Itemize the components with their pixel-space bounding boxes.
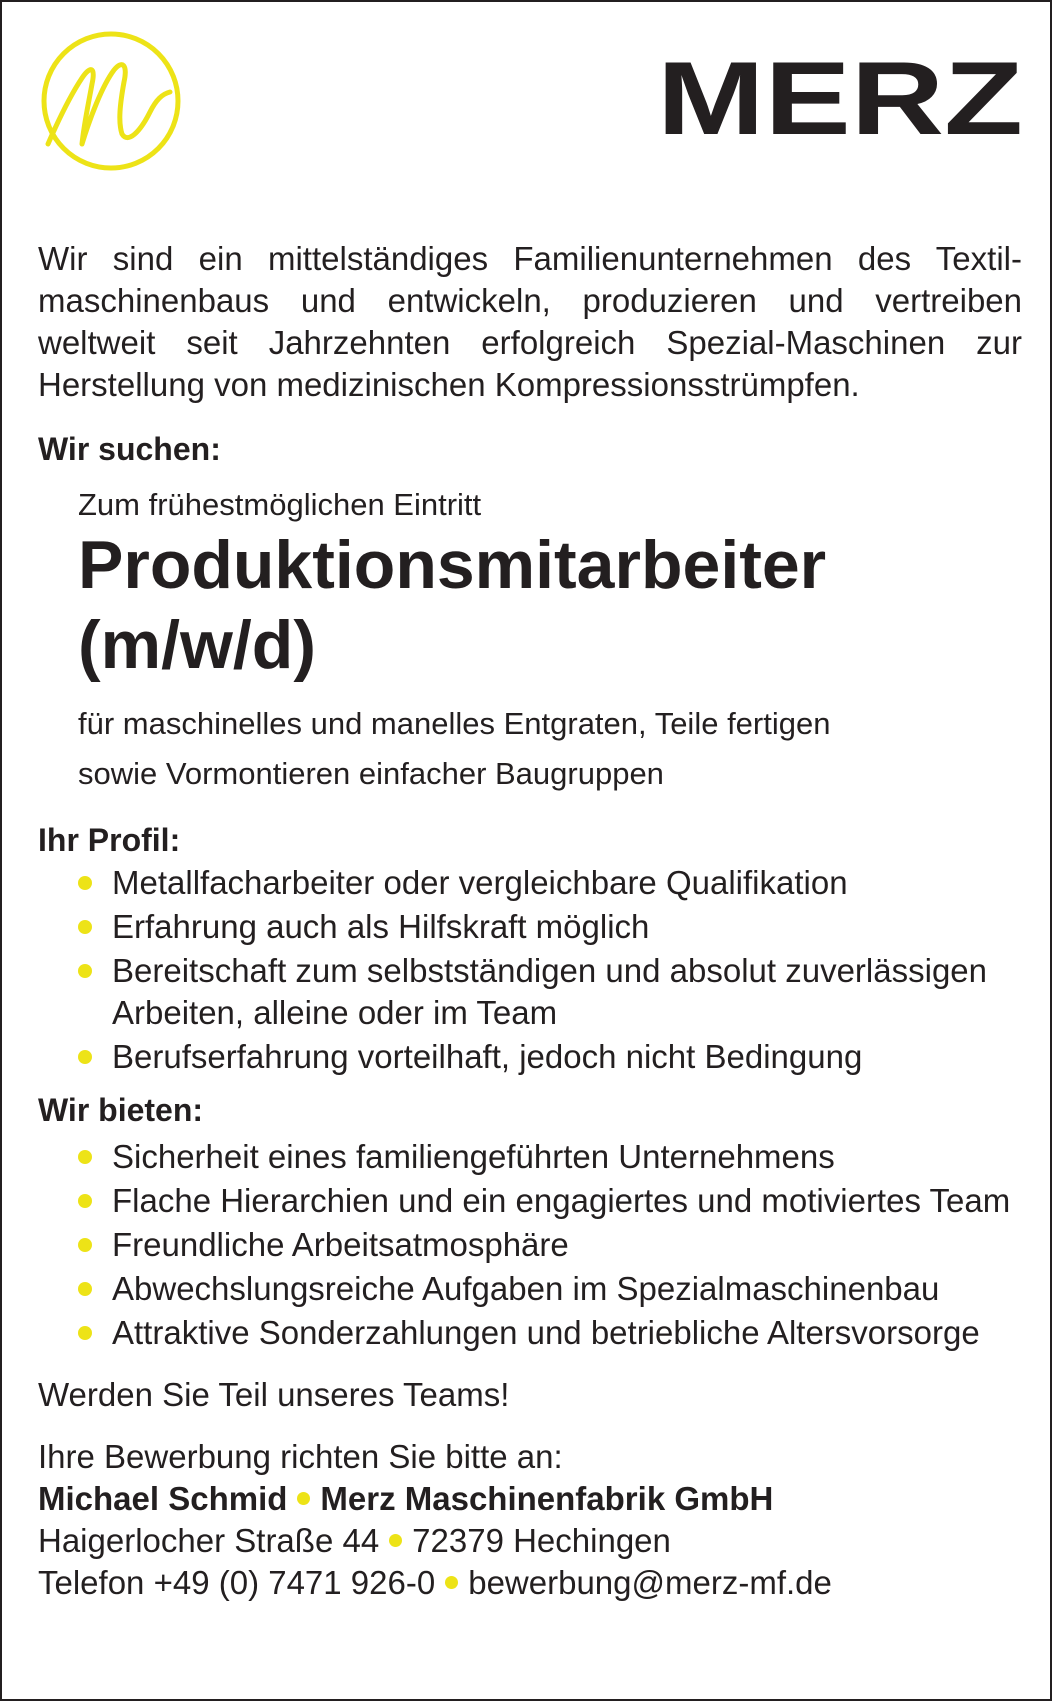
contact-phone-line xyxy=(38,1562,1022,1604)
main-content xyxy=(38,238,1022,1604)
contact-street: Haigerlocher Straße 44 xyxy=(38,1522,380,1559)
list-item-text: Bereitschaft zum selbstständigen und absolut zuverlässigen Arbeiten, alleine oder im Team xyxy=(112,952,987,1031)
bullet-dot-icon xyxy=(78,1150,92,1164)
list-item xyxy=(78,862,1022,904)
job-title-line-1: Produktionsmitarbeiter xyxy=(78,527,827,603)
bullet-dot-icon xyxy=(78,876,92,890)
contact-intro: Ihre Bewerbung richten Sie bitte an: xyxy=(38,1438,563,1475)
list-item xyxy=(78,906,1022,948)
bullet-dot-icon xyxy=(78,964,92,978)
job-title-line-2: (m/w/d) xyxy=(78,607,316,683)
start-date-line: Zum frühestmöglichen Eintritt xyxy=(78,487,482,522)
profile-list xyxy=(38,862,1022,1078)
contact-person: Michael Schmid xyxy=(38,1480,288,1517)
contact-address-line xyxy=(38,1520,1022,1562)
contact-city: 72379 Hechingen xyxy=(412,1522,671,1559)
merz-wordmark-logo xyxy=(654,56,1026,140)
profile-heading: Ihr Profil: xyxy=(38,822,181,858)
bullet-dot-icon xyxy=(78,1050,92,1064)
list-item-text: Metallfacharbeiter oder vergleichbare Qualifikation xyxy=(112,864,848,901)
list-item-text: Abwechslungsreiche Aufgaben im Spezialmaschinenbau xyxy=(112,1270,940,1307)
bullet-dot-icon xyxy=(78,920,92,934)
bullet-dot-icon xyxy=(78,1326,92,1340)
company-intro: Wir sind ein mittelständiges Familienunternehmen des Textilmaschinenbaus und entwickeln, produzieren und vertreiben weltweit seit Jahrzehnten erfolgreich Spezial-Maschinen zur Herstellung von medizinischen Kompressionsstrümpfen. xyxy=(38,240,1022,403)
list-item-text: Freundliche Arbeitsatmosphäre xyxy=(112,1226,569,1263)
contact-name-line xyxy=(38,1478,1022,1520)
list-item-text: Berufserfahrung vorteilhaft, jedoch nicht Bedingung xyxy=(112,1038,863,1075)
separator-dot-icon xyxy=(445,1576,458,1589)
list-item xyxy=(78,1136,1022,1178)
list-item-text: Flache Hierarchien und ein engagiertes und motiviertes Team xyxy=(112,1182,1011,1219)
offer-list xyxy=(38,1136,1022,1354)
list-item xyxy=(78,1224,1022,1266)
contact-email[interactable]: bewerbung@merz-mf.de xyxy=(468,1564,832,1601)
job-description-line-1: für maschinelles und manelles Entgraten, Teile fertigen xyxy=(78,706,831,741)
call-to-action: Werden Sie Teil unseres Teams! xyxy=(38,1376,510,1413)
list-item xyxy=(78,1036,1022,1078)
contact-phone: Telefon +49 (0) 7471 926-0 xyxy=(38,1564,436,1601)
job-title xyxy=(78,525,1022,685)
search-heading: Wir suchen: xyxy=(38,431,221,467)
bullet-dot-icon xyxy=(78,1194,92,1208)
job-description xyxy=(78,699,1022,799)
job-description-line-2: sowie Vormontieren einfacher Baugruppen xyxy=(78,756,664,791)
list-item xyxy=(78,1180,1022,1222)
wordmark-text: MERZ xyxy=(657,56,1023,140)
separator-dot-icon xyxy=(389,1534,402,1547)
contact-company: Merz Maschinenfabrik GmbH xyxy=(320,1480,774,1517)
bullet-dot-icon xyxy=(78,1282,92,1296)
merz-m-emblem-logo xyxy=(36,26,186,176)
offer-heading: Wir bieten: xyxy=(38,1092,204,1128)
list-item-text: Erfahrung auch als Hilfskraft möglich xyxy=(112,908,650,945)
contact-block xyxy=(38,1436,1022,1604)
list-item-text: Attraktive Sonderzahlungen und betriebliche Altersvorsorge xyxy=(112,1314,980,1351)
separator-dot-icon xyxy=(297,1492,310,1505)
bullet-dot-icon xyxy=(78,1238,92,1252)
list-item-text: Sicherheit eines familiengeführten Unternehmens xyxy=(112,1138,835,1175)
list-item xyxy=(78,1268,1022,1310)
list-item xyxy=(78,1312,1022,1354)
list-item xyxy=(78,950,1022,1034)
